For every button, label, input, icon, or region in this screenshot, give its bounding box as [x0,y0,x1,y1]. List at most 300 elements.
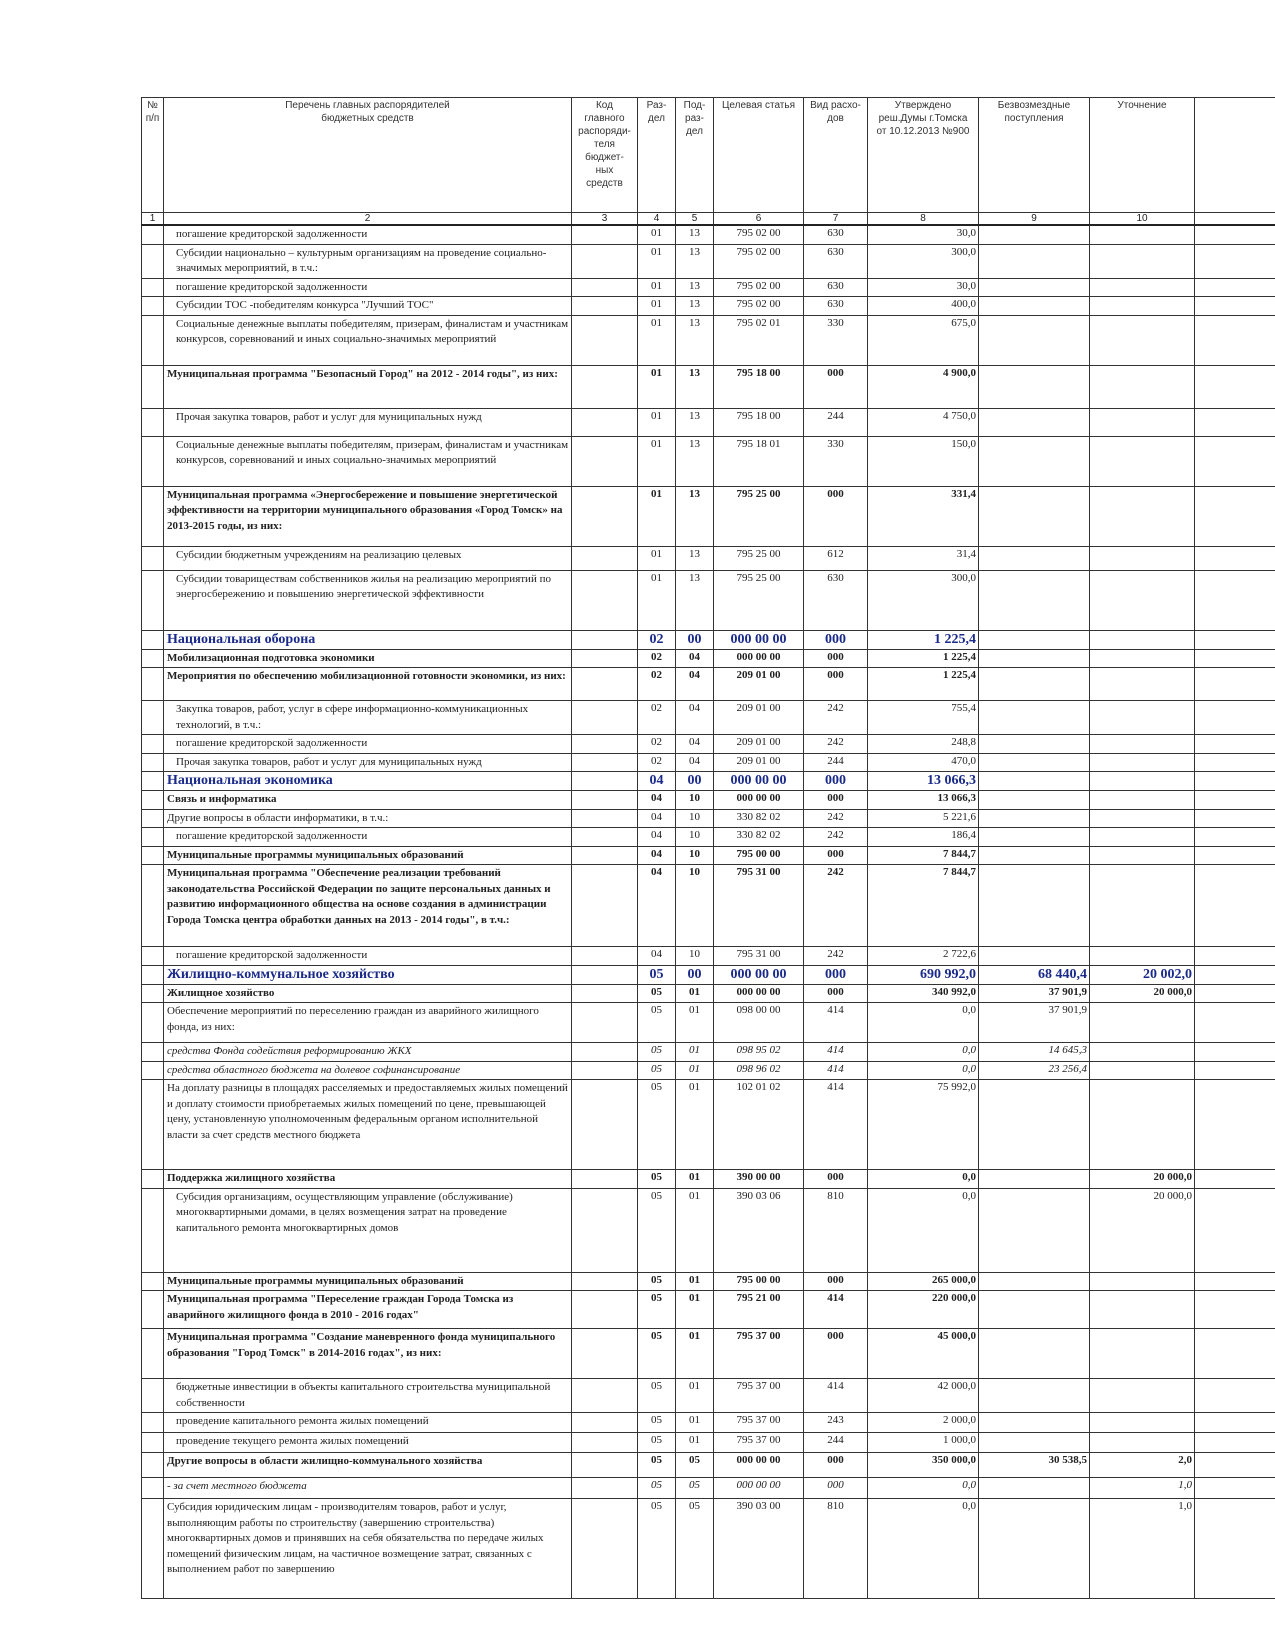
cell-num [142,436,164,486]
cell-vid: 243 [804,1413,868,1433]
cell-num [142,486,164,546]
cell-target: 390 00 00 [714,1170,804,1189]
table-body [142,225,1275,1599]
cell-vid: 000 [804,630,868,649]
cell-razdel: 01 [638,408,676,436]
cell-vid: 242 [804,828,868,847]
cell-vid: 242 [804,735,868,754]
cell-razdel: 02 [638,701,676,735]
cell-target: 795 21 00 [714,1291,804,1329]
cell-target: 795 37 00 [714,1329,804,1379]
cell-razdel: 04 [638,809,676,828]
table-row [142,1043,1275,1062]
cell-code [572,486,638,546]
cell-extra [1195,1499,1275,1599]
cell-grants [979,408,1090,436]
table-row [142,1379,1275,1413]
cell-name: Связь и информатика [164,791,572,810]
cell-target: 098 96 02 [714,1061,804,1080]
cell-num [142,791,164,810]
cell-target: 795 37 00 [714,1379,804,1413]
table-row [142,1453,1275,1478]
table-row [142,753,1275,772]
cell-podrazdel: 01 [676,1188,714,1272]
cell-extra [1195,649,1275,668]
cell-num [142,1478,164,1499]
table-row [142,1188,1275,1272]
table-row [142,365,1275,408]
table-row [142,1478,1275,1499]
cell-grants [979,1291,1090,1329]
cell-extra [1195,630,1275,649]
cell-razdel: 02 [638,649,676,668]
cell-target: 795 31 00 [714,947,804,966]
cell-podrazdel: 13 [676,278,714,297]
cell-podrazdel: 01 [676,1379,714,1413]
cell-code [572,278,638,297]
cell-target: 209 01 00 [714,701,804,735]
cell-razdel: 04 [638,947,676,966]
cell-vid: 630 [804,297,868,316]
cell-code [572,1170,638,1189]
cell-num [142,701,164,735]
cell-podrazdel: 13 [676,408,714,436]
cell-podrazdel: 10 [676,809,714,828]
cell-extra [1195,1170,1275,1189]
cell-grants [979,1413,1090,1433]
cell-grants [979,1499,1090,1599]
cell-approved: 75 992,0 [868,1080,979,1170]
cell-target: 795 02 00 [714,278,804,297]
cell-adjust [1090,1433,1195,1453]
table-row [142,436,1275,486]
cell-extra [1195,365,1275,408]
cell-podrazdel: 04 [676,735,714,754]
cell-grants [979,772,1090,791]
cell-approved: 1 225,4 [868,630,979,649]
cell-num [142,753,164,772]
cell-name: Обеспечение мероприятий по переселению граждан из аварийного жилищного фонда, из них: [164,1003,572,1043]
cell-podrazdel: 13 [676,546,714,570]
cell-adjust [1090,828,1195,847]
cell-num [142,225,164,244]
cell-name: проведение текущего ремонта жилых помещений [164,1433,572,1453]
cell-vid: 000 [804,649,868,668]
cell-vid: 242 [804,809,868,828]
cell-grants [979,546,1090,570]
cell-vid: 414 [804,1379,868,1413]
table-row [142,791,1275,810]
cell-extra [1195,1413,1275,1433]
header-row [142,98,1275,213]
cell-razdel: 02 [638,735,676,754]
cell-approved: 5 221,6 [868,809,979,828]
cell-extra [1195,225,1275,244]
cell-name: погашение кредиторской задолженности [164,735,572,754]
column-number: 8 [868,213,979,226]
cell-name: Социальные денежные выплаты победителям, призерам, финалистам и участникам конкурсов, соревнований и иных социально-значимых мероприятий [164,315,572,365]
cell-razdel: 01 [638,436,676,486]
cell-target: 390 03 00 [714,1499,804,1599]
cell-razdel: 05 [638,1453,676,1478]
cell-num [142,570,164,630]
cell-approved: 350 000,0 [868,1453,979,1478]
cell-extra [1195,1003,1275,1043]
cell-target: 000 00 00 [714,649,804,668]
cell-name: средства областного бюджета на долевое софинансирование [164,1061,572,1080]
cell-target: 098 00 00 [714,1003,804,1043]
cell-code [572,846,638,865]
cell-target: 209 01 00 [714,735,804,754]
cell-target: 795 25 00 [714,486,804,546]
table-row [142,630,1275,649]
cell-razdel: 04 [638,846,676,865]
table-row [142,278,1275,297]
cell-num [142,772,164,791]
cell-target: 795 02 00 [714,225,804,244]
cell-name: Муниципальные программы муниципальных образований [164,1272,572,1291]
cell-razdel: 05 [638,1188,676,1272]
cell-extra [1195,1291,1275,1329]
cell-adjust [1090,753,1195,772]
cell-vid: 000 [804,1170,868,1189]
cell-vid: 000 [804,668,868,701]
table-row [142,1170,1275,1189]
cell-target: 000 00 00 [714,791,804,810]
cell-podrazdel: 05 [676,1478,714,1499]
cell-name: Муниципальная программа "Безопасный Город" на 2012 - 2014 годы", из них: [164,365,572,408]
cell-code [572,225,638,244]
cell-code [572,546,638,570]
cell-target: 330 82 02 [714,809,804,828]
cell-grants [979,791,1090,810]
cell-name: Субсидии ТОС -победителям конкурса "Лучший ТОС" [164,297,572,316]
cell-vid: 000 [804,772,868,791]
cell-num [142,649,164,668]
cell-num [142,828,164,847]
cell-approved: 1 000,0 [868,1433,979,1453]
table-row [142,772,1275,791]
cell-extra [1195,1272,1275,1291]
cell-code [572,1003,638,1043]
cell-adjust: 20 000,0 [1090,1170,1195,1189]
header-razdel: Раз- дел [638,98,676,213]
cell-extra [1195,1080,1275,1170]
cell-name: Муниципальная программа "Создание маневренного фонда муниципального образования "Город Томск" в 2014-2016 годах", из них: [164,1329,572,1379]
cell-grants [979,1478,1090,1499]
cell-approved: 186,4 [868,828,979,847]
cell-approved: 0,0 [868,1478,979,1499]
cell-podrazdel: 10 [676,865,714,947]
table-row [142,947,1275,966]
cell-podrazdel: 04 [676,649,714,668]
cell-vid: 630 [804,225,868,244]
cell-vid: 244 [804,1433,868,1453]
cell-target: 390 03 06 [714,1188,804,1272]
cell-adjust: 20 000,0 [1090,1188,1195,1272]
cell-vid: 630 [804,570,868,630]
table-row [142,1003,1275,1043]
cell-adjust [1090,701,1195,735]
cell-num [142,244,164,278]
cell-extra [1195,965,1275,984]
cell-approved: 0,0 [868,1170,979,1189]
cell-code [572,297,638,316]
cell-code [572,1499,638,1599]
cell-podrazdel: 01 [676,1080,714,1170]
cell-extra [1195,735,1275,754]
table-row [142,828,1275,847]
cell-num [142,1061,164,1080]
cell-podrazdel: 13 [676,570,714,630]
cell-grants [979,486,1090,546]
cell-extra [1195,244,1275,278]
cell-razdel: 05 [638,984,676,1003]
cell-razdel: 05 [638,1433,676,1453]
table-row [142,668,1275,701]
header-target: Целевая статья [714,98,804,213]
cell-razdel: 05 [638,1272,676,1291]
cell-approved: 1 225,4 [868,649,979,668]
cell-name: Субсидии национально – культурным организациям на проведение социально-значимых мероприятий, в т.ч.: [164,244,572,278]
cell-grants [979,1272,1090,1291]
cell-podrazdel: 01 [676,1043,714,1062]
cell-approved: 690 992,0 [868,965,979,984]
cell-name: погашение кредиторской задолженности [164,828,572,847]
cell-grants: 14 645,3 [979,1043,1090,1062]
cell-grants [979,1188,1090,1272]
table-row [142,1291,1275,1329]
cell-target: 000 00 00 [714,984,804,1003]
cell-adjust: 20 002,0 [1090,965,1195,984]
cell-code [572,1379,638,1413]
cell-code [572,791,638,810]
cell-podrazdel: 01 [676,1170,714,1189]
cell-vid: 000 [804,486,868,546]
cell-name: Муниципальные программы муниципальных образований [164,846,572,865]
header-grants: Безвозмездные поступления [979,98,1090,213]
header-name: Перечень главных распорядителей бюджетных средств [164,98,572,213]
cell-code [572,865,638,947]
cell-approved: 150,0 [868,436,979,486]
cell-approved: 300,0 [868,244,979,278]
cell-adjust [1090,668,1195,701]
cell-podrazdel: 01 [676,984,714,1003]
cell-grants [979,570,1090,630]
table-row [142,846,1275,865]
cell-podrazdel: 01 [676,1061,714,1080]
cell-target: 000 00 00 [714,630,804,649]
table-row [142,701,1275,735]
cell-adjust [1090,546,1195,570]
cell-razdel: 01 [638,315,676,365]
cell-code [572,1043,638,1062]
cell-vid: 414 [804,1291,868,1329]
table-row [142,408,1275,436]
cell-num [142,1499,164,1599]
cell-grants [979,297,1090,316]
cell-approved: 7 844,7 [868,865,979,947]
cell-grants [979,1080,1090,1170]
cell-adjust [1090,630,1195,649]
cell-vid: 810 [804,1188,868,1272]
cell-approved: 0,0 [868,1499,979,1599]
cell-adjust [1090,846,1195,865]
cell-vid: 242 [804,865,868,947]
table-row [142,315,1275,365]
cell-code [572,809,638,828]
cell-name: погашение кредиторской задолженности [164,225,572,244]
cell-approved: 300,0 [868,570,979,630]
cell-extra [1195,297,1275,316]
cell-grants [979,846,1090,865]
column-number: 3 [572,213,638,226]
column-number-extra [1195,213,1275,226]
cell-vid: 000 [804,365,868,408]
cell-vid: 000 [804,1329,868,1379]
cell-adjust [1090,649,1195,668]
cell-extra [1195,984,1275,1003]
cell-name: проведение капитального ремонта жилых помещений [164,1413,572,1433]
cell-vid: 000 [804,965,868,984]
cell-approved: 220 000,0 [868,1291,979,1329]
cell-extra [1195,1453,1275,1478]
cell-code [572,570,638,630]
cell-approved: 31,4 [868,546,979,570]
cell-podrazdel: 01 [676,1329,714,1379]
cell-num [142,668,164,701]
cell-target: 795 02 00 [714,297,804,316]
cell-num [142,809,164,828]
cell-vid: 000 [804,791,868,810]
cell-name: - за счет местного бюджета [164,1478,572,1499]
cell-adjust: 2,0 [1090,1453,1195,1478]
cell-vid: 000 [804,1453,868,1478]
table-row [142,225,1275,244]
cell-podrazdel: 13 [676,315,714,365]
cell-razdel: 01 [638,486,676,546]
cell-approved: 42 000,0 [868,1379,979,1413]
cell-name: Муниципальная программа «Энергосбережение и повышение энергетической эффективности на территории муниципального образования «Город Томск» на 2013-2015 годы, из них: [164,486,572,546]
cell-grants: 37 901,9 [979,1003,1090,1043]
cell-adjust [1090,772,1195,791]
cell-num [142,278,164,297]
cell-code [572,735,638,754]
header-approved: Утверждено реш.Думы г.Томска от 10.12.2013 №900 [868,98,979,213]
table-row [142,865,1275,947]
header-extra [1195,98,1275,213]
cell-approved: 4 750,0 [868,408,979,436]
table-row [142,1499,1275,1599]
cell-grants: 37 901,9 [979,984,1090,1003]
cell-razdel: 05 [638,1329,676,1379]
cell-name: Жилищное хозяйство [164,984,572,1003]
cell-num [142,630,164,649]
table-row [142,297,1275,316]
column-number: 6 [714,213,804,226]
cell-code [572,436,638,486]
cell-grants [979,753,1090,772]
cell-vid: 414 [804,1043,868,1062]
cell-podrazdel: 00 [676,965,714,984]
cell-extra [1195,408,1275,436]
cell-target: 209 01 00 [714,668,804,701]
cell-adjust [1090,1043,1195,1062]
cell-code [572,701,638,735]
cell-name: Мобилизационная подготовка экономики [164,649,572,668]
cell-adjust [1090,486,1195,546]
cell-num [142,735,164,754]
cell-grants [979,365,1090,408]
cell-name: бюджетные инвестиции в объекты капитального строительства муниципальной собственности [164,1379,572,1413]
cell-approved: 0,0 [868,1043,979,1062]
column-number: 1 [142,213,164,226]
cell-target: 795 00 00 [714,1272,804,1291]
cell-razdel: 01 [638,365,676,408]
table-row [142,1272,1275,1291]
table-row [142,965,1275,984]
cell-num [142,1188,164,1272]
cell-extra [1195,828,1275,847]
cell-approved: 0,0 [868,1188,979,1272]
cell-name: Муниципальная программа "Переселение граждан Города Томска из аварийного жилищного фонда в 2010 - 2016 годах" [164,1291,572,1329]
cell-extra [1195,701,1275,735]
cell-grants: 23 256,4 [979,1061,1090,1080]
cell-extra [1195,1043,1275,1062]
cell-razdel: 01 [638,278,676,297]
cell-name: Мероприятия по обеспечению мобилизационной готовности экономики, из них: [164,668,572,701]
cell-code [572,244,638,278]
cell-num [142,1043,164,1062]
cell-podrazdel: 01 [676,1272,714,1291]
cell-vid: 630 [804,244,868,278]
cell-target: 098 95 02 [714,1043,804,1062]
cell-grants [979,225,1090,244]
cell-target: 795 02 01 [714,315,804,365]
cell-code [572,668,638,701]
cell-adjust: 1,0 [1090,1478,1195,1499]
cell-adjust: 20 000,0 [1090,984,1195,1003]
cell-razdel: 05 [638,1043,676,1062]
table-row [142,1413,1275,1433]
cell-vid: 242 [804,947,868,966]
cell-target: 000 00 00 [714,965,804,984]
cell-name: средства Фонда содействия реформированию ЖКХ [164,1043,572,1062]
cell-name: погашение кредиторской задолженности [164,278,572,297]
table-row [142,1080,1275,1170]
cell-adjust [1090,1003,1195,1043]
cell-name: Социальные денежные выплаты победителям, призерам, финалистам и участникам конкурсов, соревнований и иных социально-значимых мероприятий [164,436,572,486]
cell-razdel: 04 [638,772,676,791]
cell-vid: 414 [804,1080,868,1170]
cell-num [142,408,164,436]
cell-approved: 4 900,0 [868,365,979,408]
cell-grants [979,809,1090,828]
cell-extra [1195,865,1275,947]
cell-adjust [1090,1272,1195,1291]
cell-target: 795 18 00 [714,365,804,408]
cell-adjust [1090,570,1195,630]
cell-podrazdel: 13 [676,365,714,408]
cell-name: Субсидии бюджетным учреждениям на реализацию целевых [164,546,572,570]
cell-target: 795 00 00 [714,846,804,865]
cell-podrazdel: 01 [676,1003,714,1043]
cell-num [142,1379,164,1413]
cell-adjust [1090,947,1195,966]
cell-code [572,1329,638,1379]
cell-approved: 248,8 [868,735,979,754]
cell-podrazdel: 05 [676,1499,714,1599]
